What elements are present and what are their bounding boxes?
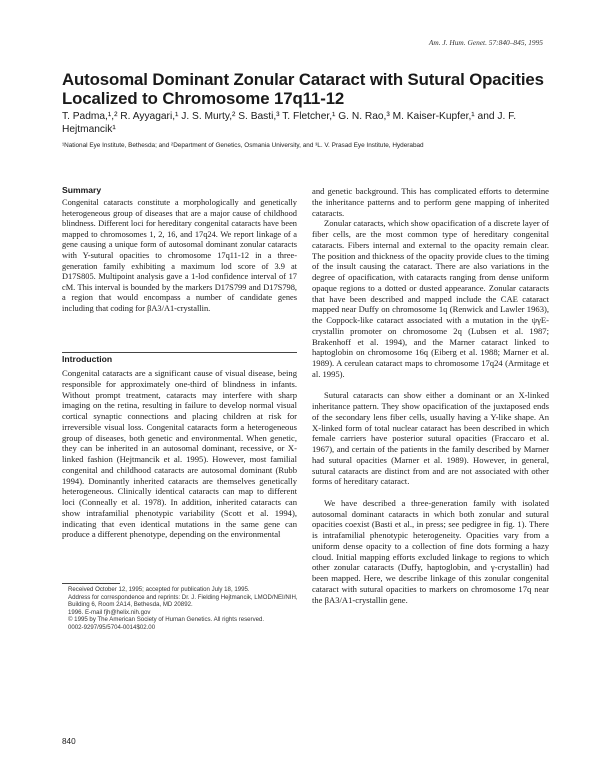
footnote-email: 1996. E-mail fjh@helix.nih.gov (68, 608, 151, 616)
summary-divider (62, 352, 297, 353)
footnote-divider (62, 583, 120, 584)
body-paragraph-3: Sutural cataracts can show either a dominant or an X-linked inheritance pattern. They show opacification of the juxtaposed ends of the secondary lens fiber cells, usually having a Y-like shape. An X-linked form of total nuclear cataract has been described in which female carriers have posterior sutural opacities (Fraccaro et al. 1967), and certain of the patients in the family described by Marner had sutural opacities (Marner et al. 1989). However, in general, sutural cataracts are distinct from and are not associated with other forms of hereditary cataract. (312, 390, 549, 487)
introduction-heading: Introduction (62, 354, 113, 364)
introduction-paragraph: Congenital cataracts are a significant cause of visual disease, being responsible for approximately one-third of blindness in infants. Without prompt treatment, cataracts may interfere with sharp imaging on the retina, resulting in failure to develop normal visual cortical synaptic connections and placing children at risk for irreversible visual loss. Congenital cataracts form a heterogeneous group of diseases, both genetic and environmental. When genetic, they can be inherited in an autosomal dominant, recessive, or X-linked fashion (Hejtmancik et al. 1995). However, most familial congenital and childhood cataracts are autosomal dominant (Rubb 1994). Dominantly inherited cataracts are themselves genetically heterogeneous. Clinically identical cataracts can map to different loci (Conneally et al. 1978). In addition, inherited cataracts can show intrafamilial phenotypic variability (Scott et al. 1994), indicating that even identical mutations in the same gene can produce a different phenotype, depending on the environmental (62, 368, 297, 540)
journal-citation: Am. J. Hum. Genet. 57:840–845, 1995 (428, 38, 543, 47)
introduction-text (62, 368, 297, 540)
footnote (68, 586, 298, 632)
right-column (312, 186, 549, 605)
footnote-received: Received October 12, 1995; accepted for publication July 18, 1995. (68, 586, 250, 593)
page-number: 840 (62, 737, 76, 746)
summary-heading: Summary (62, 185, 102, 195)
footnote-address: Address for correspondence and reprints: Dr. J. Fielding Hejtmancik, LMOD/NEI/NIH, Building 6, Room 2A14, Bethesda, MD 20892. (68, 593, 298, 609)
body-paragraph-2: Zonular cataracts, which show opacification of a discrete layer of fiber cells, are the most common type of hereditary congenital cataracts. Fibers internal and external to the opacity remain clear. The position and thickness of the opacity provide clues to the timing of the insult causing the cataract. There are also variations in the degree of opacification, with cataracts ranging from dense uniform opaque regions to a dotted or dusted appearance. Zonular cataracts that have been described and mapped include the CAE cataract mapped near Duffy on chromosome 1q (Renwick and Lawler 1963), the Coppock-like cataract associated with a mutation in the ψγE-crystallin promoter on chromosome 2q (Lubsen et al. 1987; Brakenhoff et al. 1994), and the Marner cataract linked to haptoglobin on chromosome 16q (Eiberg et al. 1988; Marner et al. 1989). A cerulean cataract maps to chromosome 17q24 (Armitage et al. 1995). (312, 218, 549, 379)
author-list: T. Padma,¹,² R. Ayyagari,¹ J. S. Murty,² S. Basti,³ T. Fletcher,¹ G. N. Rao,³ M. Kaiser-Kupfer,¹ and J. F. Hejtmancik¹ (62, 111, 517, 135)
summary-text: Congenital cataracts constitute a morphologically and genetically heterogeneous group of diseases that are a major cause of childhood blindness. Different loci for hereditary congenital cataracts have been mapped to chromosomes 1, 2, 16, and 17q24. We report linkage of a gene causing a unique form of autosomal dominant zonular cataracts with Y-sutural opacities to chromosome 17q11-12 in a three-generation family exhibiting a maximum lod score of 3.9 at D17S805. Multipoint analysis gave a 1-lod confidence interval of 17 cM. This interval is bounded by the markers D17S799 and D17S798, a region that would encompass a number of candidate genes including that coding for βA3/A1-crystallin. (62, 198, 297, 313)
footnote-issn: 0002-9297/95/5704-0014$02.00 (68, 623, 156, 631)
affiliations: ¹National Eye Institute, Bethesda; and ²Department of Genetics, Osmania University, and ³L. V. Prasad Eye Institute, Hyderabad (62, 142, 424, 149)
body-paragraph-4: We have described a three-generation family with isolated autosomal dominant cataracts in which both zonular and sutural opacities coexist (Basti et al., in press; see pedigree in fig. 1). There is intrafamilial phenotypic heterogeneity. Opacities vary from a uniform dense opacity to a collection of fine dots forming a hazy cloud. Initial mapping efforts excluded linkage to regions to which other zonular cataracts (Duffy, haptoglobin, and γ-crystallin) had been mapped. Here, we describe linkage of this zonular congenital cataract with sutural opacities to markers on chromosome 17q near the βA3/A1-crystallin gene. (312, 497, 549, 605)
body-paragraph-1: and genetic background. This has complicated efforts to determine the inheritance patterns and to perform gene mapping of inherited cataracts. (312, 186, 549, 218)
footnote-copyright: © 1995 by The American Society of Human Genetics. All rights reserved. (68, 616, 265, 624)
article-title: Autosomal Dominant Zonular Cataract with Sutural Opacities Localized to Chromosome 17q11-12 (62, 70, 544, 108)
